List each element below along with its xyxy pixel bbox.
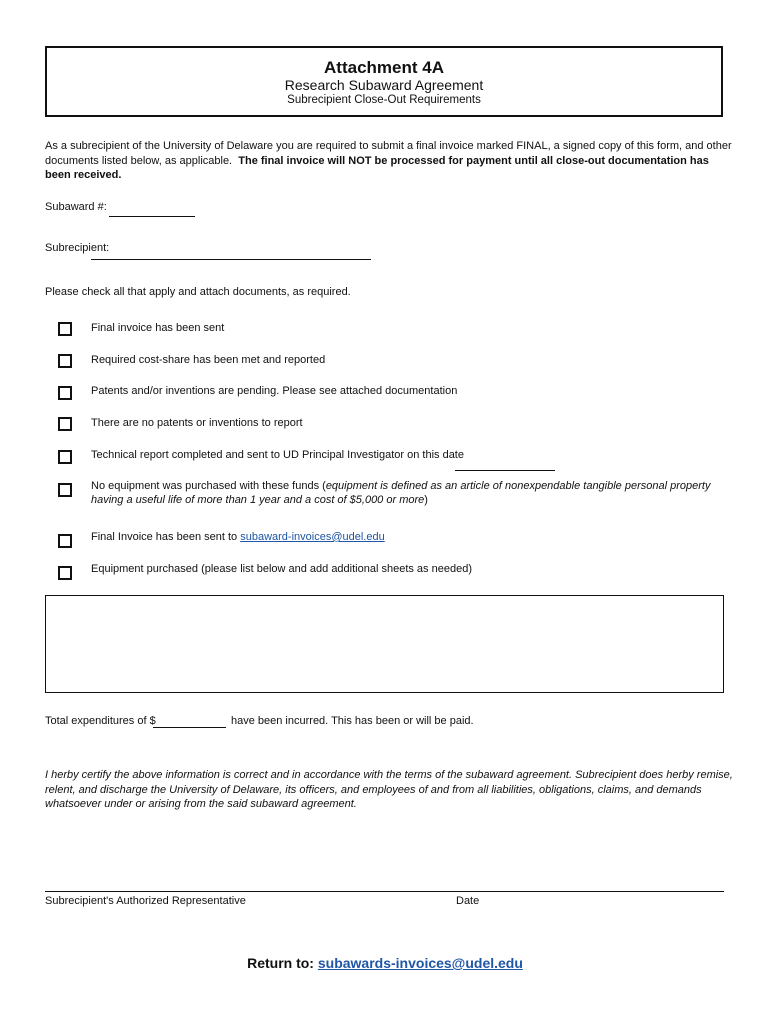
checklist-item-no-equipment	[91, 479, 731, 507]
certification-text: I herby certify the above information is correct and in accordance with the terms of the subaward agreement. Subrecipient does herby remise, relent, and discharge the University of Delaware, its officers, and employees of and from all liabilities, obligations, claims, and demands whatsoever under or arising from the said subaward agreement.	[45, 769, 733, 810]
checklist-item-label: Final invoice has been sent	[91, 322, 225, 334]
checklist-item-label: There are no patents or inventions to report	[91, 417, 303, 429]
page-subtitle-2: Subrecipient Close-Out Requirements	[287, 94, 481, 106]
checklist-item-label: Equipment purchased (please list below and add additional sheets as needed)	[91, 563, 472, 575]
checklist-item-label: No equipment was purchased with these funds (	[91, 480, 326, 492]
checkbox-no-equipment[interactable]	[58, 483, 72, 497]
checkbox-invoice-emailed[interactable]	[58, 534, 72, 548]
checkbox-cost-share[interactable]	[58, 354, 72, 368]
date-label: Date	[456, 895, 480, 907]
checklist-item-label: Patents and/or inventions are pending. Please see attached documentation	[91, 385, 458, 397]
equipment-list-textarea[interactable]	[45, 595, 724, 693]
page-title: Attachment 4A	[324, 58, 444, 77]
return-email-link[interactable]: subawards-invoices@udel.edu	[317, 955, 523, 971]
header-box	[45, 46, 723, 117]
checklist-item-label: Required cost-share has been met and reported	[91, 354, 326, 366]
checkbox-equipment-purchased[interactable]	[58, 566, 72, 580]
page-subtitle: Research Subaward Agreement	[284, 77, 484, 93]
checklist-item-suffix: )	[424, 494, 428, 506]
signature-line[interactable]	[45, 891, 724, 892]
checkbox-no-patents[interactable]	[58, 417, 72, 431]
total-expenditures-suffix: have been incurred. This has been or will be paid.	[231, 715, 474, 727]
return-label: Return to:	[247, 955, 314, 971]
subaward-label: Subaward #:	[45, 201, 107, 213]
intro-bold-text: The final invoice will NOT be processed for payment until all close-out documentation has been received.	[45, 154, 709, 181]
subrecipient-field[interactable]	[91, 259, 371, 260]
subaward-field[interactable]	[109, 216, 195, 217]
total-expenditures-field[interactable]	[153, 727, 226, 728]
checkbox-final-invoice[interactable]	[58, 322, 72, 336]
checklist-instruction: Please check all that apply and attach documents, as required.	[45, 286, 351, 298]
checklist-item-label: Final Invoice has been sent to	[91, 531, 241, 543]
invoice-email-link[interactable]: subaward-invoices@udel.edu	[240, 531, 385, 543]
representative-label: Subrecipient's Authorized Representative	[45, 895, 246, 907]
equipment-definition: equipment is defined as an article of nonexpendable tangible personal property having a useful life of more than 1 year and a cost of $5,000 or more	[91, 480, 711, 506]
intro-text: As a subrecipient of the University of Delaware you are required to submit a final invoice marked FINAL, a signed copy of this form, and other documents listed below, as applicable.	[45, 140, 732, 167]
technical-report-date-field[interactable]	[455, 470, 555, 471]
checkbox-technical-report[interactable]	[58, 450, 72, 464]
subrecipient-label: Subrecipient:	[45, 242, 110, 254]
checklist-item-label: Technical report completed and sent to UD Principal Investigator on this date	[91, 449, 464, 461]
total-expenditures-prefix: Total expenditures of $	[45, 715, 156, 727]
checkbox-patents-pending[interactable]	[58, 386, 72, 400]
checklist-item-invoice-emailed	[91, 530, 385, 544]
intro-paragraph	[45, 139, 735, 183]
return-to	[0, 955, 770, 971]
